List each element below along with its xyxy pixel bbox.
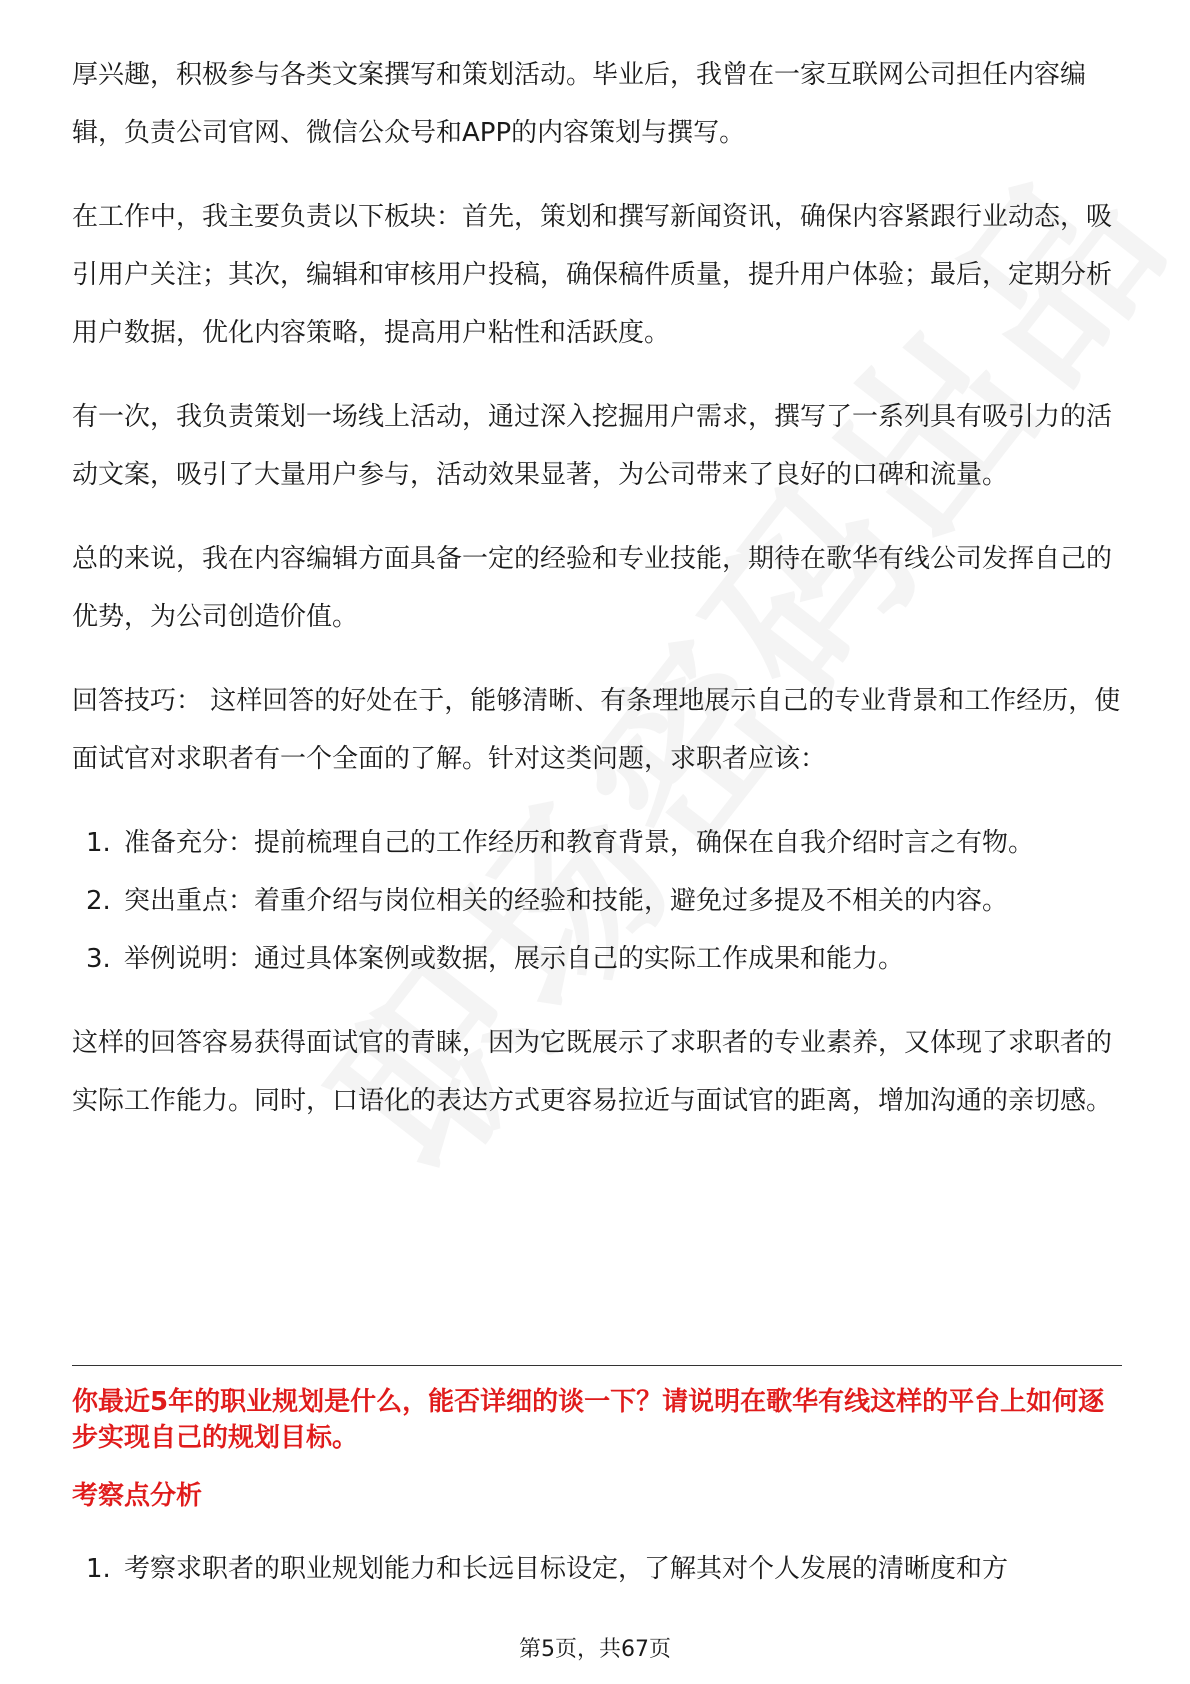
question-title: 你最近5年的职业规划是什么，能否详细的谈一下？请说明在歌华有线这样的平台上如何逐步实现自己的规划目标。 (72, 1387, 1105, 1453)
analysis-list (72, 1540, 1122, 1598)
list-number: 3. (86, 944, 111, 974)
page-footer: 第5页，共67页 (519, 1637, 671, 1662)
paragraph-work: 在工作中，我主要负责以下板块：首先，策划和撰写新闻资讯，确保内容紧跟行业动态，吸引用户关注；其次，编辑和审核用户投稿，确保稿件质量，提升用户体验；最后，定期分析用户数据，优化内容策略，提高用户粘性和活跃度。 (72, 202, 1113, 348)
list-number: 1. (86, 1554, 111, 1584)
paragraph-summary: 总的来说，我在内容编辑方面具备一定的经验和专业技能，期待在歌华有线公司发挥自己的优势，为公司创造价值。 (72, 544, 1113, 632)
list-item (72, 814, 1122, 872)
list-item (72, 872, 1122, 930)
list-item (72, 930, 1122, 988)
list-item-text: 考察求职者的职业规划能力和长远目标设定，了解其对个人发展的清晰度和方 (124, 1554, 1009, 1584)
list-item-text: 突出重点：着重介绍与岗位相关的经验和技能，避免过多提及不相关的内容。 (124, 886, 1009, 916)
answer-body (72, 46, 1122, 1156)
list-number: 2. (86, 886, 111, 916)
section-divider (72, 1365, 1122, 1366)
tips-list (72, 814, 1122, 988)
list-number: 1. (86, 828, 111, 858)
list-item (72, 1540, 1122, 1598)
list-item-text: 准备充分：提前梳理自己的工作经历和教育背景，确保在自我介绍时言之有物。 (124, 828, 1035, 858)
paragraph-tips-intro: 回答技巧： 这样回答的好处在于，能够清晰、有条理地展示自己的专业背景和工作经历，使面试官对求职者有一个全面的了解。针对这类问题，求职者应该： (72, 686, 1121, 774)
paragraph-intro: 厚兴趣，积极参与各类文案撰写和策划活动。毕业后，我曾在一家互联网公司担任内容编辑，负责公司官网、微信公众号和APP的内容策划与撰写。 (72, 60, 1087, 148)
paragraph-closing: 这样的回答容易获得面试官的青睐，因为它既展示了求职者的专业素养，又体现了求职者的实际工作能力。同时，口语化的表达方式更容易拉近与面试官的距离，增加沟通的亲切感。 (72, 1028, 1113, 1116)
analysis-heading: 考察点分析 (72, 1481, 203, 1511)
paragraph-example: 有一次，我负责策划一场线上活动，通过深入挖掘用户需求，撰写了一系列具有吸引力的活动文案，吸引了大量用户参与，活动效果显著，为公司带来了良好的口碑和流量。 (72, 402, 1113, 490)
list-item-text: 举例说明：通过具体案例或数据，展示自己的实际工作成果和能力。 (124, 944, 905, 974)
